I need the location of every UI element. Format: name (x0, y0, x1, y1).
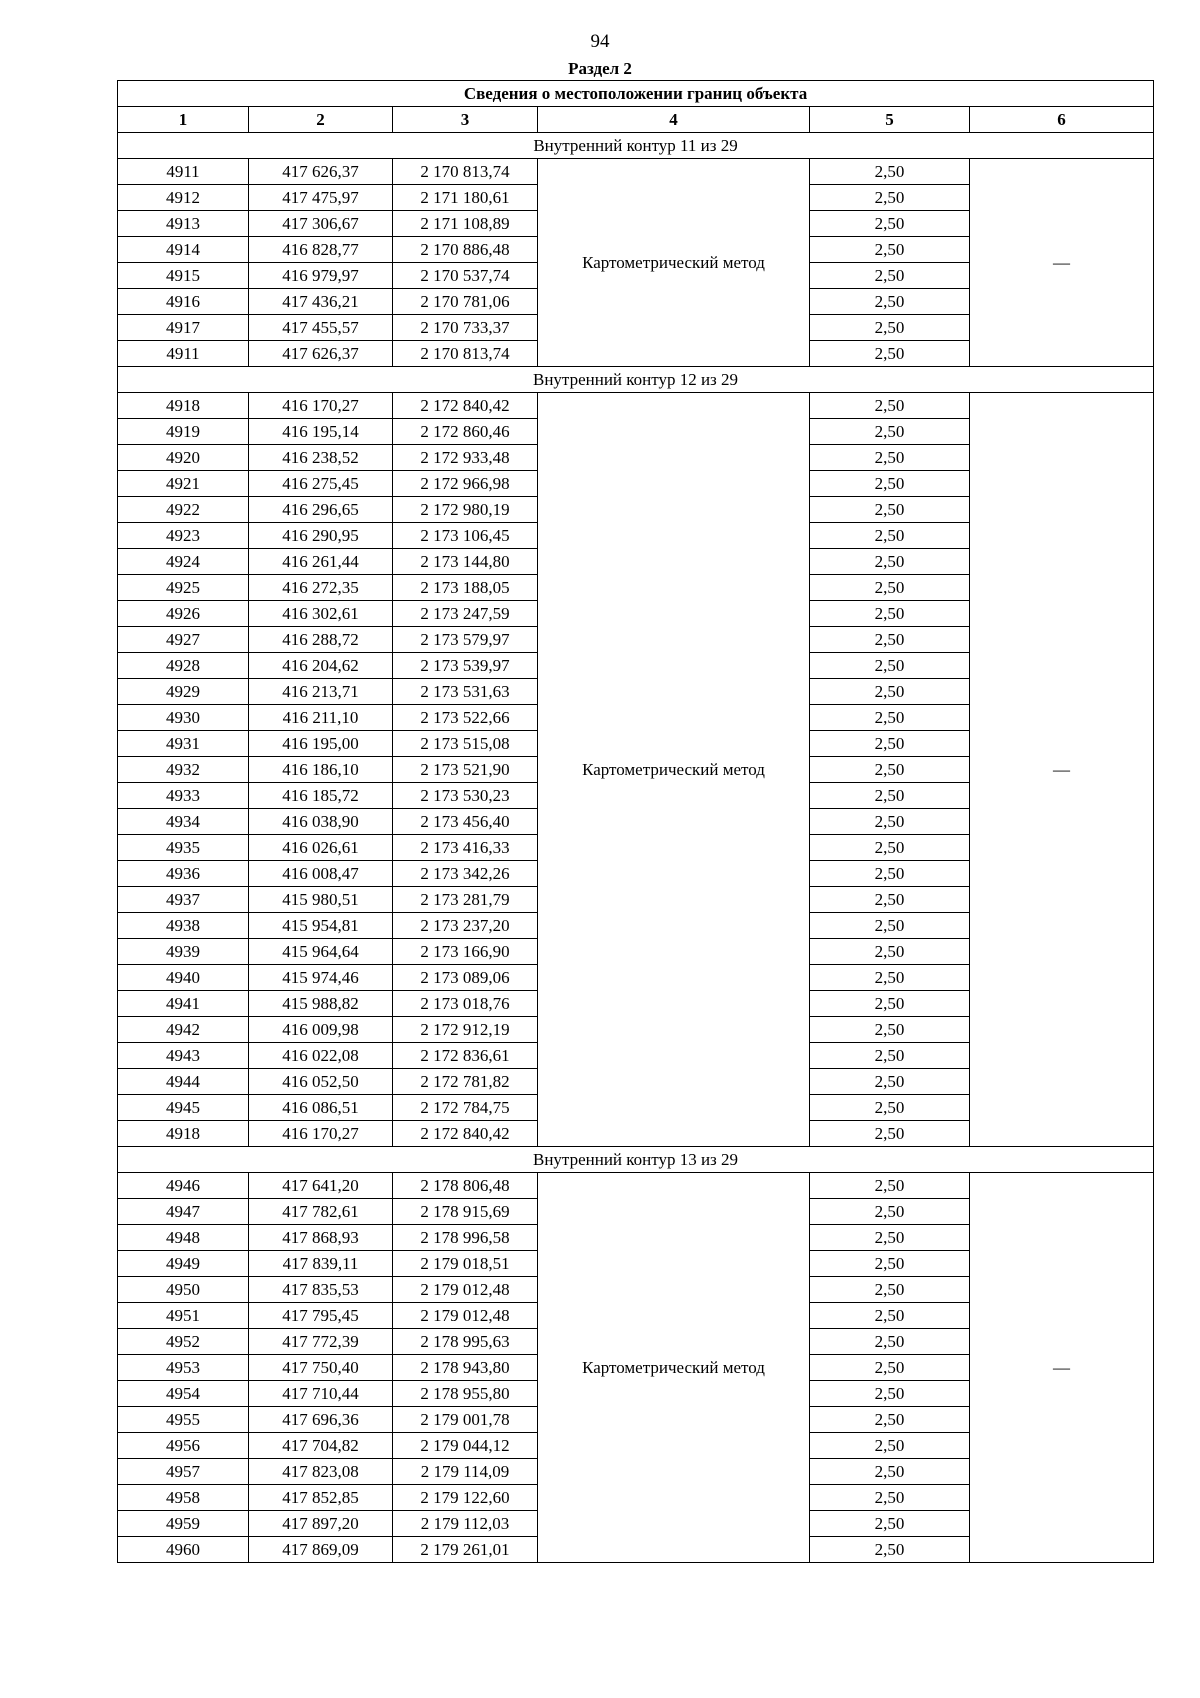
accuracy-value: 2,50 (810, 1199, 970, 1225)
point-number: 4942 (118, 1017, 249, 1043)
point-number: 4937 (118, 887, 249, 913)
accuracy-value: 2,50 (810, 315, 970, 341)
coordinate-y: 2 179 012,48 (393, 1277, 538, 1303)
table-body (118, 133, 1154, 1563)
accuracy-value: 2,50 (810, 1537, 970, 1563)
coordinate-y: 2 173 281,79 (393, 887, 538, 913)
coordinate-x: 416 290,95 (249, 523, 393, 549)
accuracy-value: 2,50 (810, 861, 970, 887)
point-number: 4956 (118, 1433, 249, 1459)
coordinate-x: 416 195,14 (249, 419, 393, 445)
coordinate-x: 415 954,81 (249, 913, 393, 939)
coordinate-y: 2 173 018,76 (393, 991, 538, 1017)
contour-header-row (118, 133, 1154, 159)
accuracy-value: 2,50 (810, 1043, 970, 1069)
accuracy-value: 2,50 (810, 1017, 970, 1043)
coordinate-x: 417 869,09 (249, 1537, 393, 1563)
coordinate-y: 2 172 840,42 (393, 393, 538, 419)
coordinate-y: 2 173 539,97 (393, 653, 538, 679)
point-number: 4934 (118, 809, 249, 835)
accuracy-value: 2,50 (810, 1407, 970, 1433)
coordinate-x: 416 238,52 (249, 445, 393, 471)
coordinate-y: 2 172 840,42 (393, 1121, 538, 1147)
coordinate-x: 417 475,97 (249, 185, 393, 211)
coordinate-y: 2 173 144,80 (393, 549, 538, 575)
coordinate-x: 416 052,50 (249, 1069, 393, 1095)
point-number: 4923 (118, 523, 249, 549)
coordinate-y: 2 172 860,46 (393, 419, 538, 445)
accuracy-value: 2,50 (810, 1511, 970, 1537)
determination-method: Картометрический метод (538, 393, 810, 1147)
contour-label: Внутренний контур 11 из 29 (118, 133, 1154, 159)
point-number: 4913 (118, 211, 249, 237)
point-number: 4959 (118, 1511, 249, 1537)
accuracy-value: 2,50 (810, 1459, 970, 1485)
point-number: 4941 (118, 991, 249, 1017)
accuracy-value: 2,50 (810, 1381, 970, 1407)
accuracy-value: 2,50 (810, 809, 970, 835)
coordinate-x: 417 306,67 (249, 211, 393, 237)
coordinate-x: 417 641,20 (249, 1173, 393, 1199)
point-number: 4930 (118, 705, 249, 731)
accuracy-value: 2,50 (810, 1355, 970, 1381)
coordinate-y: 2 179 114,09 (393, 1459, 538, 1485)
coordinate-y: 2 178 806,48 (393, 1173, 538, 1199)
point-description: — (970, 1173, 1154, 1563)
coordinate-y: 2 172 933,48 (393, 445, 538, 471)
coordinate-x: 417 455,57 (249, 315, 393, 341)
coordinate-x: 415 974,46 (249, 965, 393, 991)
coordinate-x: 417 750,40 (249, 1355, 393, 1381)
coordinate-x: 416 026,61 (249, 835, 393, 861)
accuracy-value: 2,50 (810, 575, 970, 601)
coordinate-x: 417 696,36 (249, 1407, 393, 1433)
coordinate-x: 416 170,27 (249, 1121, 393, 1147)
column-number-row (118, 107, 1154, 133)
coordinate-y: 2 178 996,58 (393, 1225, 538, 1251)
coordinate-x: 416 272,35 (249, 575, 393, 601)
coordinate-y: 2 179 122,60 (393, 1485, 538, 1511)
coordinate-x: 416 828,77 (249, 237, 393, 263)
point-number: 4916 (118, 289, 249, 315)
point-number: 4926 (118, 601, 249, 627)
coordinate-x: 416 008,47 (249, 861, 393, 887)
coordinate-y: 2 171 108,89 (393, 211, 538, 237)
accuracy-value: 2,50 (810, 237, 970, 263)
accuracy-value: 2,50 (810, 1095, 970, 1121)
accuracy-value: 2,50 (810, 679, 970, 705)
coordinate-y: 2 178 995,63 (393, 1329, 538, 1355)
coordinate-x: 416 170,27 (249, 393, 393, 419)
point-number: 4954 (118, 1381, 249, 1407)
coordinate-x: 417 436,21 (249, 289, 393, 315)
point-number: 4943 (118, 1043, 249, 1069)
point-number: 4925 (118, 575, 249, 601)
coordinate-x: 416 213,71 (249, 679, 393, 705)
coordinate-y: 2 178 943,80 (393, 1355, 538, 1381)
accuracy-value: 2,50 (810, 1485, 970, 1511)
accuracy-value: 2,50 (810, 263, 970, 289)
coordinate-y: 2 179 012,48 (393, 1303, 538, 1329)
coordinate-y: 2 173 106,45 (393, 523, 538, 549)
accuracy-value: 2,50 (810, 757, 970, 783)
accuracy-value: 2,50 (810, 653, 970, 679)
coordinate-x: 416 211,10 (249, 705, 393, 731)
coordinate-x: 417 626,37 (249, 341, 393, 367)
coordinate-y: 2 172 781,82 (393, 1069, 538, 1095)
coordinate-x: 416 086,51 (249, 1095, 393, 1121)
point-number: 4935 (118, 835, 249, 861)
coordinate-x: 416 288,72 (249, 627, 393, 653)
point-number: 4914 (118, 237, 249, 263)
contour-header-row (118, 367, 1154, 393)
point-number: 4952 (118, 1329, 249, 1355)
point-number: 4953 (118, 1355, 249, 1381)
point-number: 4944 (118, 1069, 249, 1095)
point-number: 4949 (118, 1251, 249, 1277)
accuracy-value: 2,50 (810, 393, 970, 419)
point-number: 4946 (118, 1173, 249, 1199)
accuracy-value: 2,50 (810, 1277, 970, 1303)
coordinate-y: 2 170 781,06 (393, 289, 538, 315)
coordinate-x: 417 710,44 (249, 1381, 393, 1407)
accuracy-value: 2,50 (810, 185, 970, 211)
accuracy-value: 2,50 (810, 1251, 970, 1277)
point-number: 4950 (118, 1277, 249, 1303)
coordinate-x: 416 302,61 (249, 601, 393, 627)
coordinate-y: 2 173 416,33 (393, 835, 538, 861)
point-number: 4915 (118, 263, 249, 289)
accuracy-value: 2,50 (810, 289, 970, 315)
accuracy-value: 2,50 (810, 731, 970, 757)
accuracy-value: 2,50 (810, 627, 970, 653)
coordinate-y: 2 172 784,75 (393, 1095, 538, 1121)
point-number: 4951 (118, 1303, 249, 1329)
coordinate-y: 2 170 537,74 (393, 263, 538, 289)
coordinate-y: 2 179 112,03 (393, 1511, 538, 1537)
coordinate-y: 2 179 261,01 (393, 1537, 538, 1563)
accuracy-value: 2,50 (810, 887, 970, 913)
point-number: 4955 (118, 1407, 249, 1433)
coordinate-y: 2 172 912,19 (393, 1017, 538, 1043)
coordinate-y: 2 173 089,06 (393, 965, 538, 991)
coordinate-y: 2 173 166,90 (393, 939, 538, 965)
accuracy-value: 2,50 (810, 1173, 970, 1199)
coordinate-y: 2 179 018,51 (393, 1251, 538, 1277)
accuracy-value: 2,50 (810, 211, 970, 237)
accuracy-value: 2,50 (810, 965, 970, 991)
point-number: 4928 (118, 653, 249, 679)
accuracy-value: 2,50 (810, 991, 970, 1017)
point-number: 4911 (118, 341, 249, 367)
coordinate-x: 416 185,72 (249, 783, 393, 809)
accuracy-value: 2,50 (810, 159, 970, 185)
point-number: 4940 (118, 965, 249, 991)
accuracy-value: 2,50 (810, 939, 970, 965)
accuracy-value: 2,50 (810, 549, 970, 575)
accuracy-value: 2,50 (810, 1225, 970, 1251)
table-row (118, 1173, 1154, 1199)
coordinate-y: 2 172 836,61 (393, 1043, 538, 1069)
point-number: 4947 (118, 1199, 249, 1225)
point-number: 4912 (118, 185, 249, 211)
accuracy-value: 2,50 (810, 1329, 970, 1355)
determination-method: Картометрический метод (538, 1173, 810, 1563)
point-number: 4922 (118, 497, 249, 523)
coordinate-y: 2 178 915,69 (393, 1199, 538, 1225)
coordinate-y: 2 172 966,98 (393, 471, 538, 497)
coordinate-x: 417 852,85 (249, 1485, 393, 1511)
accuracy-value: 2,50 (810, 445, 970, 471)
point-number: 4924 (118, 549, 249, 575)
table-caption: Сведения о местоположении границ объекта (118, 81, 1154, 107)
point-number: 4931 (118, 731, 249, 757)
accuracy-value: 2,50 (810, 1433, 970, 1459)
contour-header-row (118, 1147, 1154, 1173)
coordinate-x: 416 195,00 (249, 731, 393, 757)
point-number: 4918 (118, 1121, 249, 1147)
boundary-coordinates-table (117, 80, 1154, 1563)
point-number: 4938 (118, 913, 249, 939)
point-number: 4939 (118, 939, 249, 965)
point-number: 4933 (118, 783, 249, 809)
coordinate-y: 2 179 001,78 (393, 1407, 538, 1433)
coordinate-y: 2 173 579,97 (393, 627, 538, 653)
table-row (118, 159, 1154, 185)
coordinate-x: 417 704,82 (249, 1433, 393, 1459)
point-number: 4920 (118, 445, 249, 471)
point-number: 4936 (118, 861, 249, 887)
page-number: 94 (590, 31, 610, 52)
point-number: 4919 (118, 419, 249, 445)
coordinate-y: 2 170 886,48 (393, 237, 538, 263)
coordinate-y: 2 173 342,26 (393, 861, 538, 887)
point-number: 4929 (118, 679, 249, 705)
coordinate-x: 416 275,45 (249, 471, 393, 497)
point-number: 4948 (118, 1225, 249, 1251)
coordinate-y: 2 170 733,37 (393, 315, 538, 341)
accuracy-value: 2,50 (810, 497, 970, 523)
point-number: 4918 (118, 393, 249, 419)
contour-label: Внутренний контур 12 из 29 (118, 367, 1154, 393)
coordinate-x: 416 261,44 (249, 549, 393, 575)
coordinate-y: 2 172 980,19 (393, 497, 538, 523)
accuracy-value: 2,50 (810, 835, 970, 861)
coordinate-x: 417 868,93 (249, 1225, 393, 1251)
coordinate-x: 417 897,20 (249, 1511, 393, 1537)
coordinate-x: 415 980,51 (249, 887, 393, 913)
table-row (118, 393, 1154, 419)
coordinate-y: 2 173 237,20 (393, 913, 538, 939)
accuracy-value: 2,50 (810, 419, 970, 445)
coordinate-y: 2 173 456,40 (393, 809, 538, 835)
point-number: 4958 (118, 1485, 249, 1511)
column-number: 4 (538, 107, 810, 133)
accuracy-value: 2,50 (810, 341, 970, 367)
point-number: 4921 (118, 471, 249, 497)
accuracy-value: 2,50 (810, 601, 970, 627)
section-title: Раздел 2 (568, 59, 632, 78)
determination-method: Картометрический метод (538, 159, 810, 367)
coordinate-x: 415 964,64 (249, 939, 393, 965)
accuracy-value: 2,50 (810, 523, 970, 549)
coordinate-x: 417 823,08 (249, 1459, 393, 1485)
coordinate-y: 2 171 180,61 (393, 185, 538, 211)
coordinate-y: 2 173 188,05 (393, 575, 538, 601)
coordinate-x: 417 626,37 (249, 159, 393, 185)
coordinate-y: 2 173 522,66 (393, 705, 538, 731)
coordinate-y: 2 173 531,63 (393, 679, 538, 705)
column-number: 3 (393, 107, 538, 133)
accuracy-value: 2,50 (810, 1121, 970, 1147)
column-number: 6 (970, 107, 1154, 133)
coordinate-y: 2 173 515,08 (393, 731, 538, 757)
coordinate-x: 416 979,97 (249, 263, 393, 289)
coordinate-x: 417 772,39 (249, 1329, 393, 1355)
coordinate-x: 416 204,62 (249, 653, 393, 679)
accuracy-value: 2,50 (810, 471, 970, 497)
coordinate-y: 2 178 955,80 (393, 1381, 538, 1407)
coordinate-y: 2 173 521,90 (393, 757, 538, 783)
accuracy-value: 2,50 (810, 783, 970, 809)
coordinate-x: 417 835,53 (249, 1277, 393, 1303)
coordinate-x: 416 038,90 (249, 809, 393, 835)
coordinate-y: 2 170 813,74 (393, 341, 538, 367)
point-number: 4945 (118, 1095, 249, 1121)
accuracy-value: 2,50 (810, 913, 970, 939)
column-number: 5 (810, 107, 970, 133)
coordinate-y: 2 179 044,12 (393, 1433, 538, 1459)
coordinate-x: 416 186,10 (249, 757, 393, 783)
point-description: — (970, 393, 1154, 1147)
coordinate-x: 417 795,45 (249, 1303, 393, 1329)
coordinate-x: 417 839,11 (249, 1251, 393, 1277)
point-number: 4917 (118, 315, 249, 341)
accuracy-value: 2,50 (810, 705, 970, 731)
coordinate-y: 2 170 813,74 (393, 159, 538, 185)
coordinate-x: 416 022,08 (249, 1043, 393, 1069)
point-number: 4911 (118, 159, 249, 185)
coordinate-x: 415 988,82 (249, 991, 393, 1017)
point-number: 4932 (118, 757, 249, 783)
coordinate-y: 2 173 530,23 (393, 783, 538, 809)
point-number: 4957 (118, 1459, 249, 1485)
accuracy-value: 2,50 (810, 1069, 970, 1095)
coordinate-x: 416 009,98 (249, 1017, 393, 1043)
column-number: 1 (118, 107, 249, 133)
point-number: 4960 (118, 1537, 249, 1563)
point-number: 4927 (118, 627, 249, 653)
accuracy-value: 2,50 (810, 1303, 970, 1329)
coordinate-y: 2 173 247,59 (393, 601, 538, 627)
coordinate-x: 417 782,61 (249, 1199, 393, 1225)
coordinate-x: 416 296,65 (249, 497, 393, 523)
point-description: — (970, 159, 1154, 367)
contour-label: Внутренний контур 13 из 29 (118, 1147, 1154, 1173)
column-number: 2 (249, 107, 393, 133)
